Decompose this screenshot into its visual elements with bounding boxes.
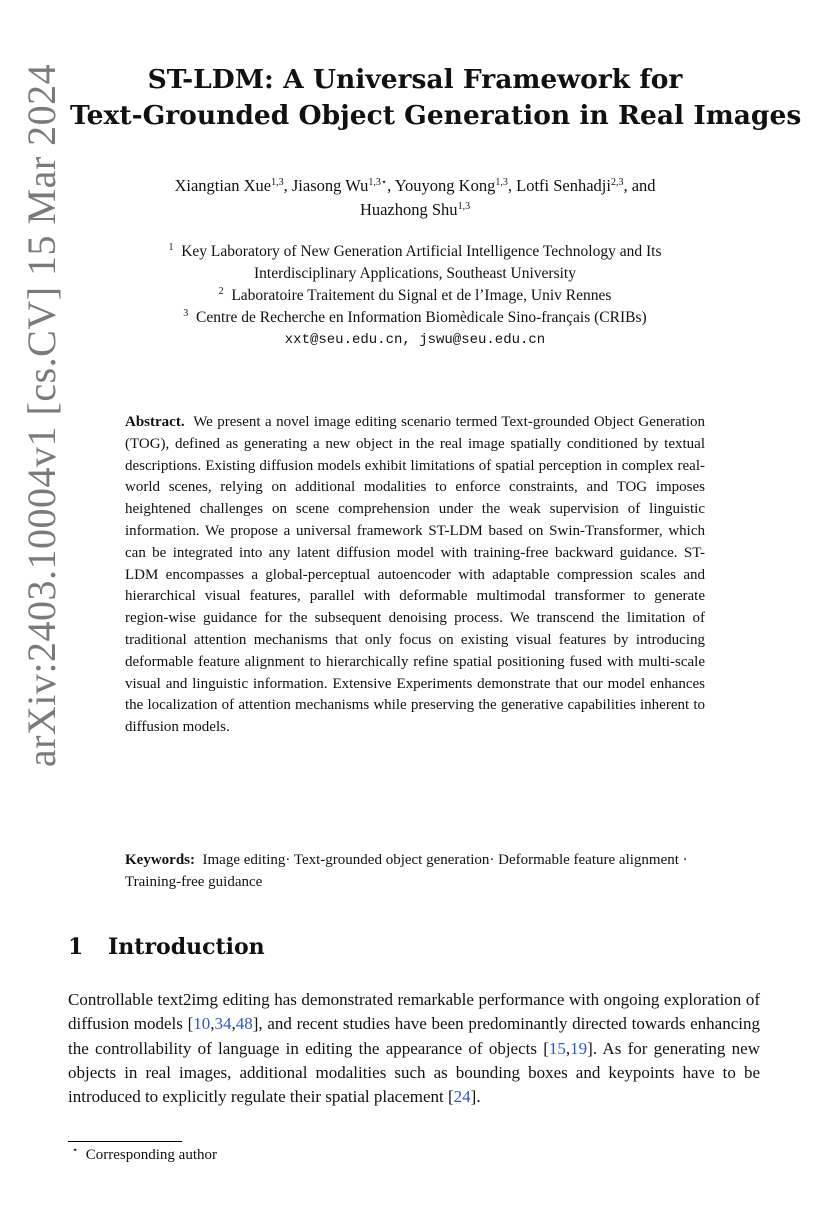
author-affil-mark: 1,3 xyxy=(271,177,284,188)
author-name: Youyong Kong xyxy=(394,176,496,195)
intro-text: , xyxy=(565,1038,571,1058)
title-line-1: ST-LDM: A Universal Framework for xyxy=(147,64,683,95)
citation-link[interactable]: 48 xyxy=(235,1014,253,1034)
author-name: Lotfi Senhadji xyxy=(516,176,611,195)
citation-link[interactable]: 15 xyxy=(548,1038,566,1058)
section-heading xyxy=(68,934,265,960)
citation-link[interactable]: 10 xyxy=(193,1014,211,1034)
affil-text: Laboratoire Traitement du Signal et de l’Image, Univ Rennes xyxy=(231,287,612,304)
affiliation-line xyxy=(70,263,760,285)
author-name: Huazhong Shu xyxy=(359,200,458,219)
intro-text: ]. As for generating new objects in real images, additional modalities such as bounding boxes and keypoints have to be introduced to explicitly regulate their spatial placement [ xyxy=(68,1038,761,1107)
email-addresses: xxt@seu.edu.cn, jswu@seu.edu.cn xyxy=(284,332,546,348)
affil-mark: 3 xyxy=(183,308,189,319)
affiliation-line xyxy=(70,307,760,329)
affil-text: Key Laboratory of New Generation Artificial Intelligence Technology and Its xyxy=(181,243,662,260)
author-affil-mark: 2,3 xyxy=(610,177,624,188)
footnote-text: Corresponding author xyxy=(85,1147,217,1163)
intro-text: ], and recent studies have been predominantly directed towards enhancing the controllability of language in editing the appearance of objects [ xyxy=(68,1014,760,1058)
footnote-rule xyxy=(68,1141,182,1142)
arxiv-stamp-text: arXiv:2403.10004v1 [cs.CV] 15 Mar 2024 xyxy=(19,63,65,767)
author-name: Jiasong Wu xyxy=(291,176,369,195)
title-line-2: Text-Grounded Object Generation in Real Images xyxy=(70,100,802,131)
abstract-label: Abstract. xyxy=(125,414,185,430)
keywords-label: Keywords: xyxy=(125,852,195,868)
footnote xyxy=(72,1147,217,1164)
intro-text: , xyxy=(210,1014,215,1034)
section-number: 1 xyxy=(68,934,84,960)
intro-text: Controllable text2img editing has demonstrated remarkable performance with ongoing exploration of diffusion models [ xyxy=(68,990,760,1034)
affil-text: Centre de Recherche en Information Biomèdicale Sino-français (CRIBs) xyxy=(196,309,647,326)
author-affil-mark: 1,3 xyxy=(457,201,471,212)
abstract xyxy=(125,412,705,739)
affil-mark: 2 xyxy=(218,286,224,297)
intro-paragraph xyxy=(68,988,760,1109)
intro-text: , xyxy=(231,1014,236,1034)
citation-link[interactable]: 34 xyxy=(214,1014,232,1034)
citation-link[interactable]: 19 xyxy=(570,1038,588,1058)
author-name: Xiangtian Xue xyxy=(174,176,272,195)
affil-mark: 1 xyxy=(168,242,174,253)
affiliation-list xyxy=(70,241,760,351)
keywords-text: Image editing· Text-grounded object generation· Deformable feature alignment · Training-free guidance xyxy=(125,852,688,890)
footnote-mark: ⋆ xyxy=(72,1145,79,1156)
affil-text: Interdisciplinary Applications, Southeast University xyxy=(253,265,576,282)
abstract-text: We present a novel image editing scenario termed Text-grounded Object Generation (TOG), defined as generating a new object in the real image spatially conditioned by textual descriptions. Existing diffusion models exhibit limitations of spatial perception in complex real-world scenes, relying on additional modalities to enforce constraints, and TOG imposes heightened challenges on scene comprehension under the weak supervision of linguistic information. We propose a universal framework ST-LDM based on Swin-Transformer, which can be integrated into any latent diffusion model with training-free backward guidance. ST-LDM encompasses a global-perceptual autoencoder with adaptable compression scales and hierarchical visual features, parallel with deformable multimodal transformer to generate region-wise guidance for the subsequent denoising process. We transcend the limitation of traditional attention mechanisms that only focus on existing visual features by introducing deformable feature alignment to hierarchically refine spatial positioning fused with multi-scale visual and linguistic information. Extensive Experiments demonstrate that our model enhances the localization of attention mechanisms while preserving the generative capabilities inherent to diffusion models. xyxy=(125,414,706,736)
author-affil-mark: 1,3 xyxy=(495,177,508,188)
intro-text: ]. xyxy=(470,1087,481,1107)
arxiv-stamp xyxy=(12,60,72,770)
section-title: Introduction xyxy=(108,934,265,960)
affiliation-line xyxy=(70,241,760,263)
citation-link[interactable]: 24 xyxy=(453,1087,471,1107)
paper-title xyxy=(70,62,802,134)
author-list: Xiangtian Xue$^{1,3}$, Jiasong $Wu^{1,3⋆}$, Youyong Kong$^{1,3}$, Lotfi Senhadji$^{2,3}$, and Huazhong Shu$^{1,3}$ xyxy=(174,176,656,219)
affiliation-line xyxy=(70,285,760,307)
author-conjunction: , and xyxy=(623,176,656,195)
author-affil-mark: 1,3⋆ xyxy=(368,177,388,188)
keywords xyxy=(125,850,715,894)
